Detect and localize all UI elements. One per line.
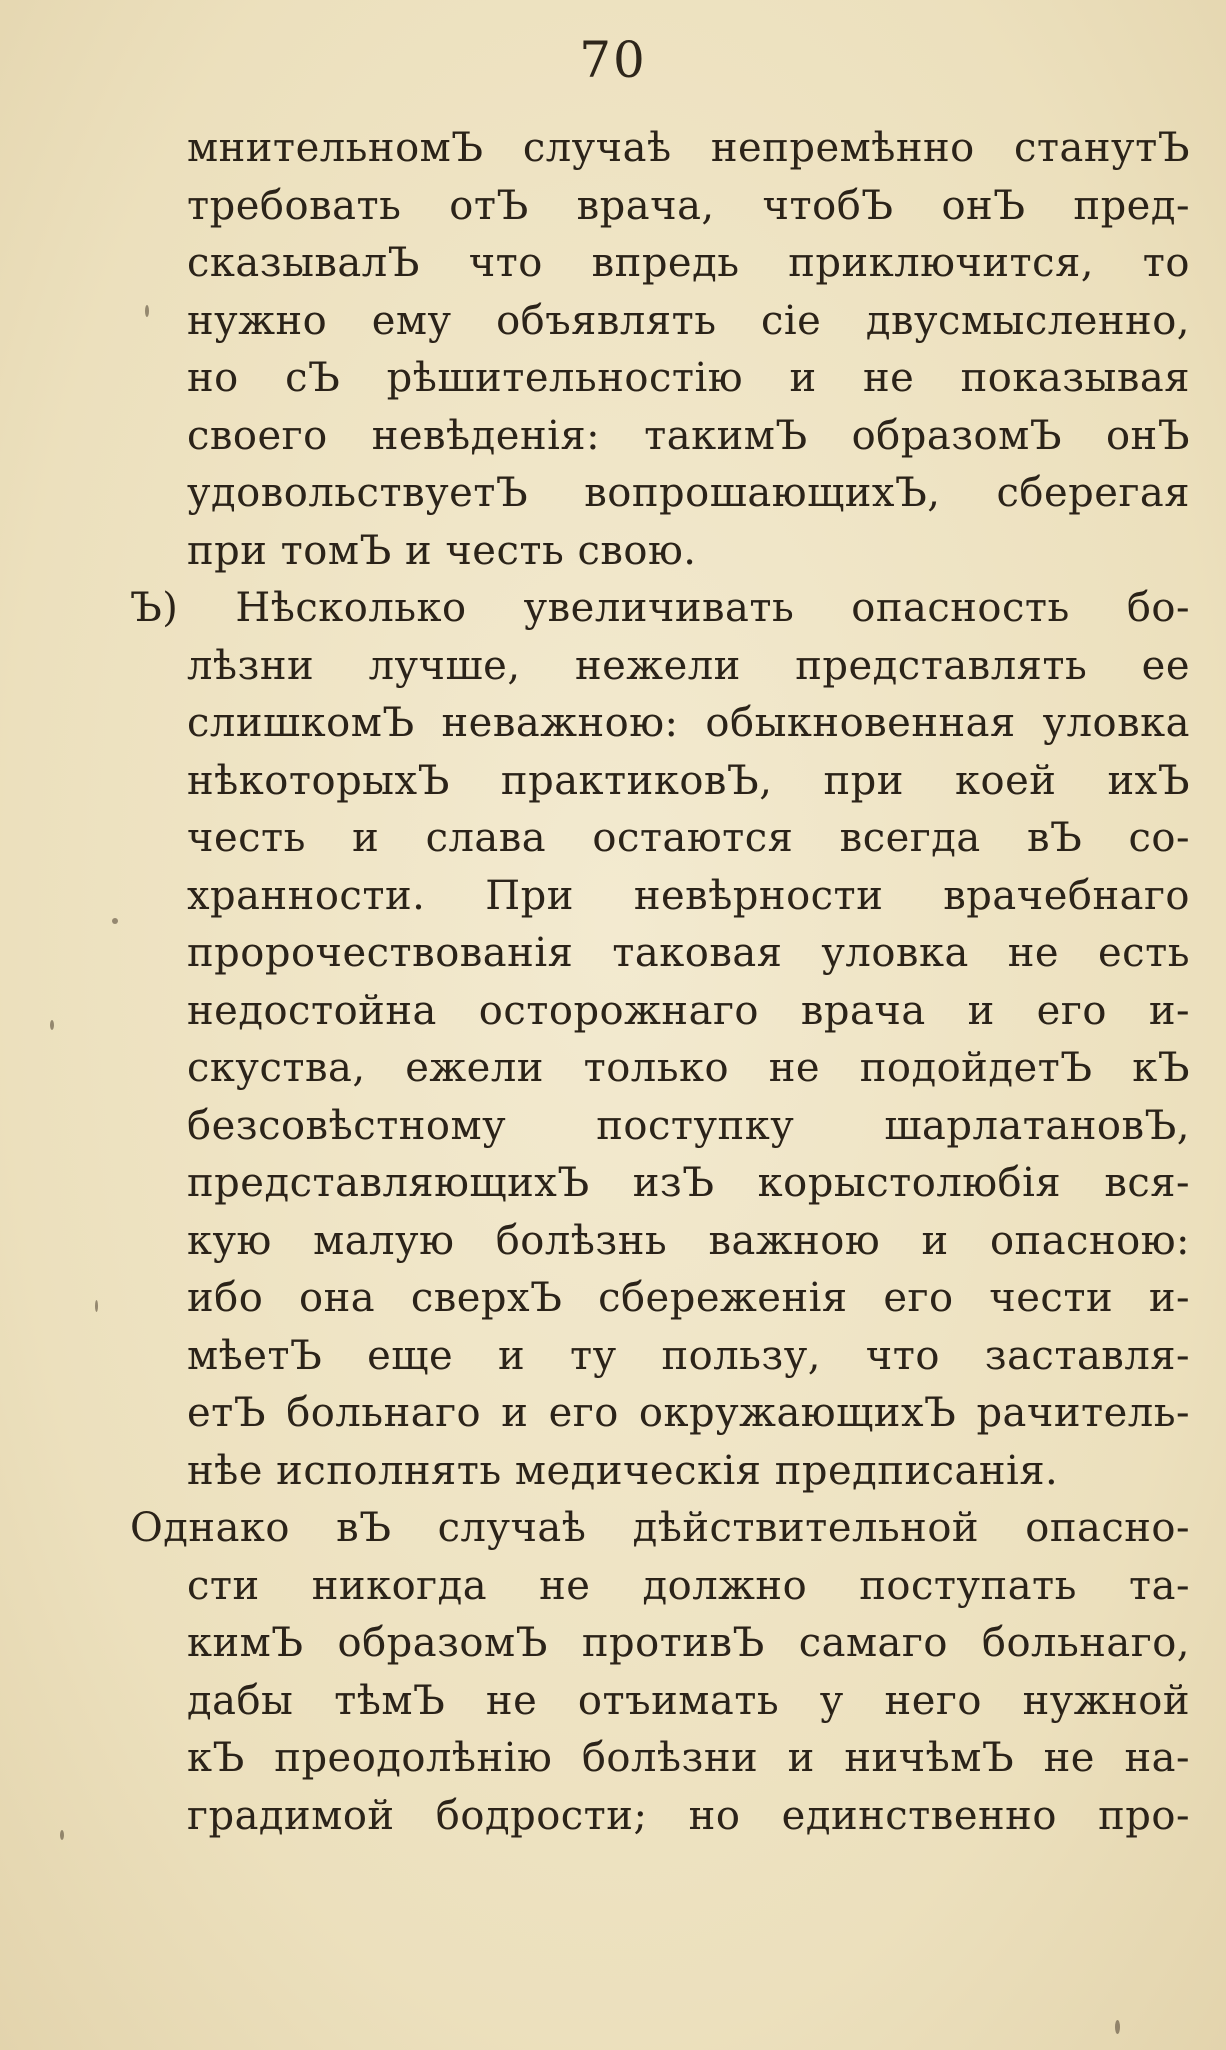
text-line: своего невѣденія: такимЪ образомЪ онЪ xyxy=(187,412,1190,459)
text-line: требовать отЪ врача, чтобЪ онЪ пред- xyxy=(187,182,1190,229)
text-line: но сЪ рѣшительностію и не показывая xyxy=(187,355,1190,401)
text-line: кую малую болѣзнь важною и опасною: xyxy=(187,1217,1190,1264)
text-line: честь и слава остаются всегда вЪ со- xyxy=(187,815,1190,861)
text-line: при томЪ и честь свою. xyxy=(187,527,697,574)
text-line: кЪ преодолѣнію болѣзни и ничѣмЪ не на- xyxy=(187,1735,1190,1781)
paper-speck xyxy=(1115,2020,1120,2034)
text-line: градимой бодрости; но единственно про- xyxy=(187,1792,1190,1839)
text-line: Ъ) Нѣсколько увеличивать опасность бо- xyxy=(130,585,1190,631)
text-line: слишкомЪ неважною: обыкновенная уловка xyxy=(187,700,1190,746)
text-line: Однако вЪ случаѣ дѣйствительной опасно- xyxy=(130,1505,1190,1551)
text-line: представляющихЪ изЪ корыстолюбія вся- xyxy=(187,1160,1190,1206)
text-line: етЪ больнаго и его окружающихЪ рачитель- xyxy=(187,1390,1190,1436)
paper-speck xyxy=(50,1020,54,1030)
text-line: недостойна осторожнаго врача и его и- xyxy=(187,987,1190,1034)
paper-speck xyxy=(145,305,149,317)
text-line: кимЪ образомЪ противЪ самаго больнаго, xyxy=(187,1620,1190,1666)
body-text xyxy=(130,120,1190,1845)
text-line: мнительномЪ случаѣ непремѣнно станутЪ xyxy=(187,125,1190,171)
text-line: безсовѣстному поступку шарлатановЪ, xyxy=(187,1102,1190,1149)
text-line: сказывалЪ что впредь приключится, то xyxy=(187,240,1190,286)
paper-speck xyxy=(95,1300,98,1312)
text-line: лѣзни лучше, нежели представлять ее xyxy=(187,642,1190,689)
paper-speck xyxy=(60,1830,64,1840)
text-line: мѣетЪ еще и ту пользу, что заставля- xyxy=(187,1332,1190,1379)
paper-speck xyxy=(112,918,118,924)
text-line: пророчествованія таковая уловка не есть xyxy=(187,930,1190,976)
text-line: нѣкоторыхЪ практиковЪ, при коей ихЪ xyxy=(187,757,1190,804)
text-line: дабы тѣмЪ не отъимать у него нужной xyxy=(187,1677,1190,1724)
text-line: сти никогда не должно поступать та- xyxy=(187,1562,1190,1609)
page-number: 70 xyxy=(579,31,647,89)
text-line: ибо она сверхЪ сбереженія его чести и- xyxy=(187,1275,1190,1321)
text-line: нѣе исполнять медическія предписанія. xyxy=(187,1447,1059,1494)
text-line: нужно ему объявлять сіе двусмысленно, xyxy=(187,297,1190,344)
text-line: скуства, ежели только не подойдетЪ кЪ xyxy=(187,1045,1190,1091)
text-line: хранности. При невѣрности врачебнаго xyxy=(187,872,1190,919)
text-line: удовольствуетЪ вопрошающихЪ, сберегая xyxy=(187,470,1190,516)
